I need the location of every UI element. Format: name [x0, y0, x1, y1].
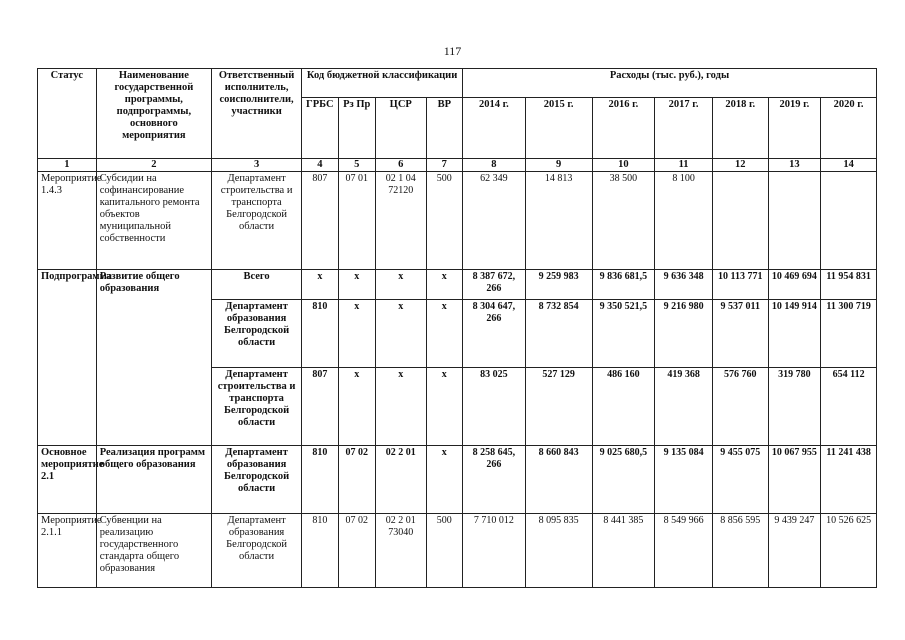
- row-grbs: х: [302, 270, 338, 300]
- row-name: Субсидии на софинансирование капитального ремонта объектов муниципальной собственности: [96, 172, 211, 270]
- row-value: 8 100: [655, 172, 713, 270]
- row-name: Реализация программ общего образования: [96, 446, 211, 514]
- row-value: 8 549 966: [655, 514, 713, 588]
- header-executor: Ответственный исполнитель, соисполнители, участники: [212, 69, 302, 159]
- row-vr: х: [426, 270, 462, 300]
- header-csr: ЦСР: [375, 98, 426, 159]
- row-value: 8 732 854: [525, 300, 592, 368]
- col-number: 9: [525, 159, 592, 172]
- row-value: 9 259 983: [525, 270, 592, 300]
- header-vr: ВР: [426, 98, 462, 159]
- row-value: 10 067 955: [768, 446, 821, 514]
- row-value: 319 780: [768, 368, 821, 446]
- header-year-2017: 2017 г.: [655, 98, 713, 159]
- row-value: 9 455 075: [712, 446, 768, 514]
- row-rzpr: х: [338, 300, 375, 368]
- row-value: 10 113 771: [712, 270, 768, 300]
- row-executor: Всего: [212, 270, 302, 300]
- row-vr: 500: [426, 172, 462, 270]
- table-row: [38, 446, 877, 514]
- row-rzpr: 07 02: [338, 446, 375, 514]
- budget-table: [37, 68, 877, 588]
- col-number: 3: [212, 159, 302, 172]
- row-executor: Департамент строительства и транспорта Белгородской области: [212, 368, 302, 446]
- row-value: 8 660 843: [525, 446, 592, 514]
- col-number: 8: [463, 159, 526, 172]
- row-value: 8 304 647, 266: [463, 300, 526, 368]
- row-value: 8 258 645, 266: [463, 446, 526, 514]
- header-year-2014: 2014 г.: [463, 98, 526, 159]
- table-row: [38, 514, 877, 588]
- row-value: 11 300 719: [821, 300, 877, 368]
- row-value: 9 439 247: [768, 514, 821, 588]
- header-status: Статус: [38, 69, 97, 159]
- row-rzpr: х: [338, 270, 375, 300]
- row-value: 486 160: [592, 368, 655, 446]
- header-year-2016: 2016 г.: [592, 98, 655, 159]
- row-vr: х: [426, 368, 462, 446]
- row-value: 8 095 835: [525, 514, 592, 588]
- row-csr: 02 2 01: [375, 446, 426, 514]
- row-status: Мероприятие 1.4.3: [38, 172, 97, 270]
- row-value: 9 216 980: [655, 300, 713, 368]
- row-vr: х: [426, 446, 462, 514]
- row-value: 9 025 680,5: [592, 446, 655, 514]
- row-value: 62 349: [463, 172, 526, 270]
- row-executor: Департамент строительства и транспорта Белгородской области: [212, 172, 302, 270]
- row-value: 8 856 595: [712, 514, 768, 588]
- row-rzpr: х: [338, 368, 375, 446]
- row-value: 8 441 385: [592, 514, 655, 588]
- col-number: 4: [302, 159, 338, 172]
- row-value: 9 537 011: [712, 300, 768, 368]
- row-value: 11 954 831: [821, 270, 877, 300]
- row-csr: х: [375, 270, 426, 300]
- col-number: 6: [375, 159, 426, 172]
- header-expenses: Расходы (тыс. руб.), годы: [463, 69, 877, 98]
- row-value: 654 112: [821, 368, 877, 446]
- header-budget-code: Код бюджетной классификации: [302, 69, 463, 98]
- row-csr: х: [375, 368, 426, 446]
- row-status: Подпрограмма: [38, 270, 97, 446]
- row-value: 14 813: [525, 172, 592, 270]
- row-value: 10 149 914: [768, 300, 821, 368]
- row-value: 9 135 084: [655, 446, 713, 514]
- row-status: Мероприятие 2.1.1: [38, 514, 97, 588]
- row-value: 576 760: [712, 368, 768, 446]
- row-rzpr: 07 01: [338, 172, 375, 270]
- row-value: 419 368: [655, 368, 713, 446]
- header-year-2019: 2019 г.: [768, 98, 821, 159]
- row-value: 9 350 521,5: [592, 300, 655, 368]
- row-grbs: 810: [302, 514, 338, 588]
- row-executor: Департамент образования Белгородской области: [212, 514, 302, 588]
- row-value: 9 836 681,5: [592, 270, 655, 300]
- row-value: 11 241 438: [821, 446, 877, 514]
- table-row: [38, 270, 877, 300]
- col-number: 14: [821, 159, 877, 172]
- col-number: 11: [655, 159, 713, 172]
- row-vr: 500: [426, 514, 462, 588]
- row-executor: Департамент образования Белгородской области: [212, 446, 302, 514]
- row-grbs: 807: [302, 172, 338, 270]
- row-value: [712, 172, 768, 270]
- row-value: 7 710 012: [463, 514, 526, 588]
- row-grbs: 807: [302, 368, 338, 446]
- column-number-row: [38, 159, 877, 172]
- row-name: Развитие общего образования: [96, 270, 211, 446]
- col-number: 10: [592, 159, 655, 172]
- page-number: 117: [443, 44, 462, 58]
- row-value: 8 387 672, 266: [463, 270, 526, 300]
- col-number: 2: [96, 159, 211, 172]
- row-value: [768, 172, 821, 270]
- table-row: [38, 172, 877, 270]
- header-name: Наименование государственной программы, подпрограммы, основного мероприятия: [96, 69, 211, 159]
- col-number: 12: [712, 159, 768, 172]
- row-value: 9 636 348: [655, 270, 713, 300]
- header-grbs: ГРБС: [302, 98, 338, 159]
- row-vr: х: [426, 300, 462, 368]
- header-rzpr: Рз Пр: [338, 98, 375, 159]
- col-number: 7: [426, 159, 462, 172]
- col-number: 5: [338, 159, 375, 172]
- row-value: 527 129: [525, 368, 592, 446]
- row-csr: 02 1 04 72120: [375, 172, 426, 270]
- row-rzpr: 07 02: [338, 514, 375, 588]
- row-value: 83 025: [463, 368, 526, 446]
- row-name: Субвенции на реализацию государственного стандарта общего образования: [96, 514, 211, 588]
- row-status: Основное мероприятие 2.1: [38, 446, 97, 514]
- row-value: 38 500: [592, 172, 655, 270]
- row-csr: х: [375, 300, 426, 368]
- row-grbs: 810: [302, 446, 338, 514]
- col-number: 1: [38, 159, 97, 172]
- col-number: 13: [768, 159, 821, 172]
- row-value: 10 526 625: [821, 514, 877, 588]
- row-executor: Департамент образования Белгородской области: [212, 300, 302, 368]
- header-year-2018: 2018 г.: [712, 98, 768, 159]
- row-csr: 02 2 01 73040: [375, 514, 426, 588]
- row-value: [821, 172, 877, 270]
- row-grbs: 810: [302, 300, 338, 368]
- header-year-2020: 2020 г.: [821, 98, 877, 159]
- header-year-2015: 2015 г.: [525, 98, 592, 159]
- row-value: 10 469 694: [768, 270, 821, 300]
- header-row: [38, 69, 877, 98]
